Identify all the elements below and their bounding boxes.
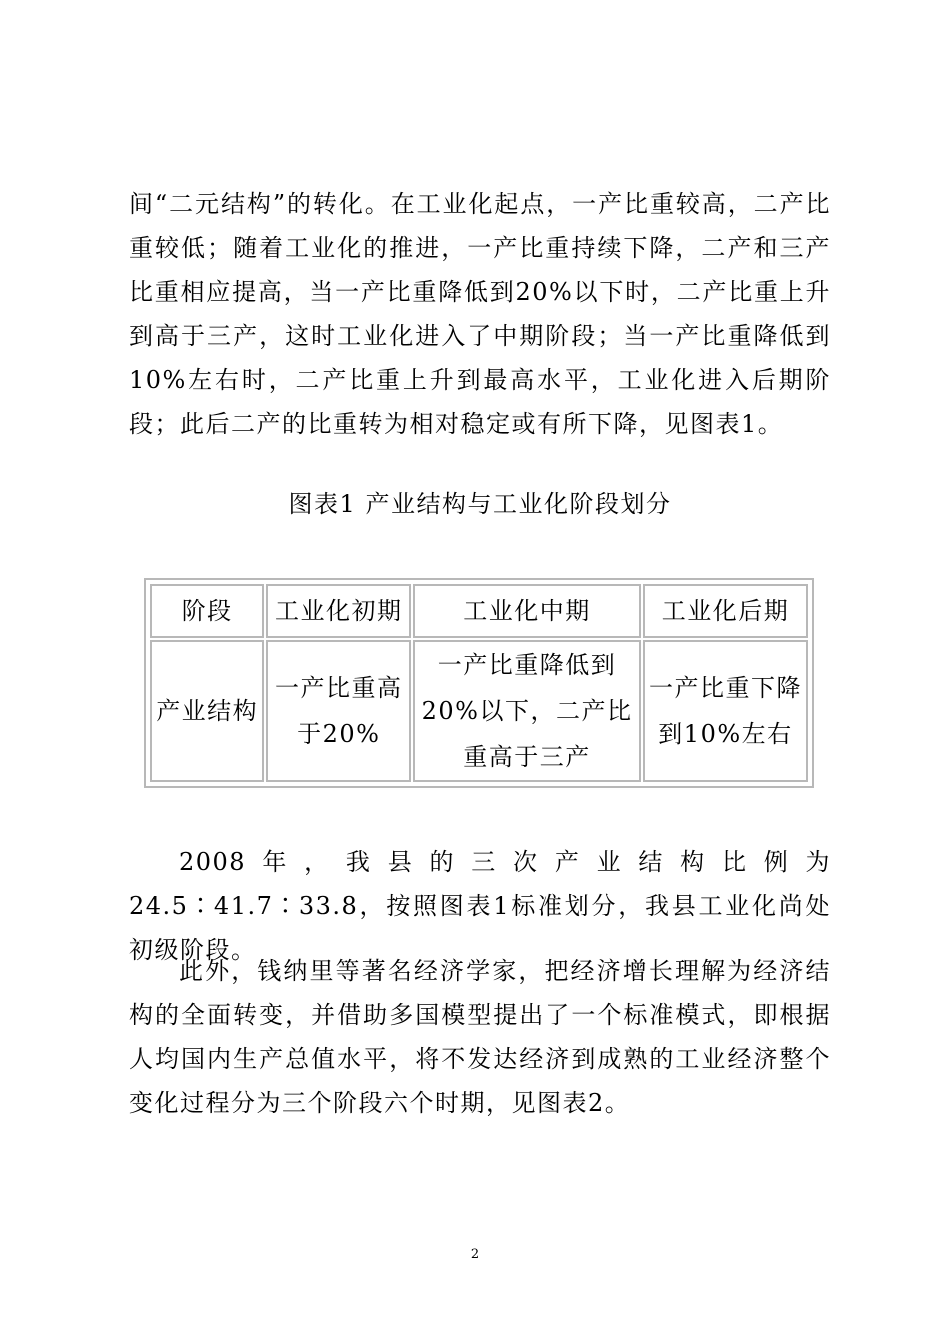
- table-caption: 图表1 产业结构与工业化阶段划分: [288, 490, 672, 518]
- paragraph-county-2008: 2008年，我县的三次产业结构比例为24.5∶41.7∶33.8，按照图表1标准划分，我县工业化尚处初级阶段。: [129, 848, 831, 964]
- paragraph-structure-transition: 间“二元结构”的转化。在工业化起点，一产比重较高，二产比重较低；随着工业化的推进，一产比重持续下降，二产和三产比重相应提高，当一产比重降低到20%以下时，二产比重上升到高于三产，这时工业化进入了中期阶段；当一产比重降低到10%左右时，二产比重上升到最高水平，工业化进入后期阶段；此后二产的比重转为相对稳定或有所下降，见图表1。: [129, 190, 831, 438]
- page-number: 2: [470, 1247, 480, 1262]
- header-early-stage: 工业化初期: [266, 584, 411, 638]
- row-label-industry-structure: 产业结构: [150, 640, 264, 782]
- header-stage: 阶段: [150, 584, 264, 638]
- industrialization-stage-table: [144, 578, 814, 788]
- table-row: [150, 640, 808, 782]
- paragraph-chenery-model: 此外，钱纳里等著名经济学家，把经济增长理解为经济结构的全面转变，并借助多国模型提出了一个标准模式，即根据人均国内生产总值水平，将不发达经济到成熟的工业经济整个变化过程分为三个阶段六个时期，见图表2。: [129, 957, 831, 1117]
- header-middle-stage: 工业化中期: [413, 584, 641, 638]
- table-header-row: [150, 584, 808, 638]
- cell-early-stage: 一产比重高于20%: [266, 640, 411, 782]
- cell-late-stage: 一产比重下降到10%左右: [643, 640, 808, 782]
- stage-table-grid: [148, 582, 810, 784]
- cell-middle-stage: 一产比重降低到20%以下，二产比重高于三产: [413, 640, 641, 782]
- header-late-stage: 工业化后期: [643, 584, 808, 638]
